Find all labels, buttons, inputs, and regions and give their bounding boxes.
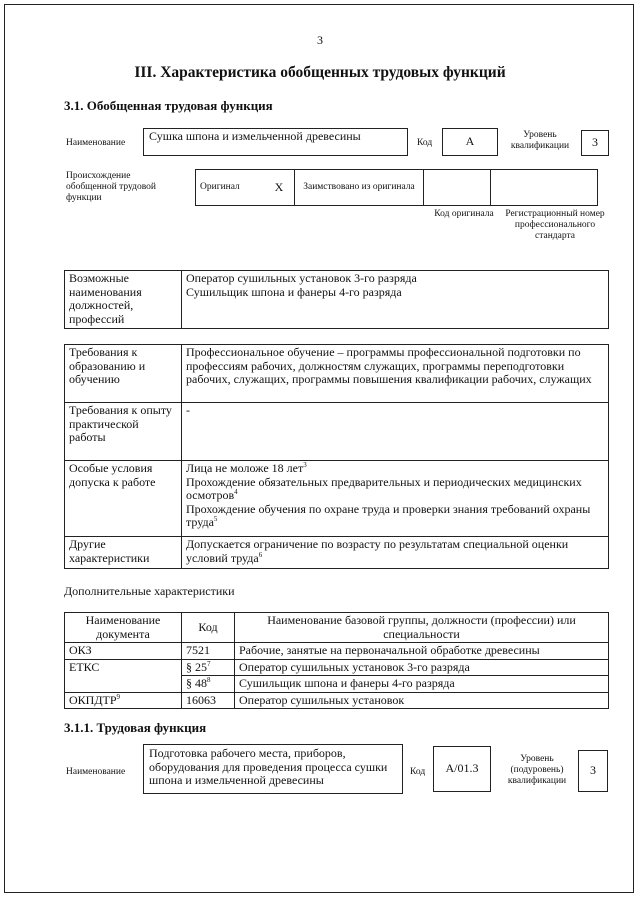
positions-value [182,271,609,329]
code-orig-cell [424,170,491,206]
table-row: ОКПДТР$^9$ 16063 Оператор сушильных установок [65,692,609,709]
other-value: Допускается ограничение по возрасту по результатам специальной оценки условий труда$^6$ [182,537,609,569]
page-number: 3 [317,33,323,47]
position-2: Сушильщик шпона и фанеры 4-го разряда [186,284,402,299]
section-title: III. Характеристика обобщенных трудовых функций [134,64,506,81]
additional-heading: Дополнительные характеристики [64,584,235,598]
tf-level-value: 3 [578,750,608,792]
admission-value [182,461,609,537]
requirements-table [64,344,609,569]
origin-table [195,169,598,206]
table-row: § $48^8$ Сушильщик шпона и фанеры 4-го разряда [65,676,609,693]
table-row: ОКЗ 7521 Рабочие, занятые на первоначальной обработке древесины [65,643,609,660]
col-doc-header: Наименование документа [65,613,182,643]
position-1: Оператор сушильных установок 3-го разряда [186,271,417,285]
reg-num-label: Регистрационный номер профессионального стандарта [505,209,605,241]
borrowed-label: Заимствовано из оригинала [295,170,424,206]
admission-item: Лица не моложе 18 лет$^3$ [186,461,307,475]
tf-level-label: Уровень (подуровень) квалификации [507,754,567,786]
table-row: ЕТКС § $25^7$ Оператор сушильных установок 3-го разряда [65,659,609,676]
other-label: Другие характеристики [65,537,182,569]
education-value: Профессиональное обучение – программы профессиональной подготовки по профессиям рабочих, должностям служащих, программы переподготовки рабочих, служащих, программы повышения квалификации рабочих, служащих [182,345,609,403]
original-label: Оригинал [196,170,265,206]
gtf-code-label: Код [417,138,433,148]
education-label: Требования к образованию и обучению [65,345,182,403]
tf-name-label: Наименование [66,767,126,777]
tf-name-value: Подготовка рабочего места, приборов, оборудования для проведения процесса сушки шпона и измельченной древесины [143,744,403,794]
gtf-code-value: A [442,128,498,156]
col-name-header: Наименование базовой группы, должности (профессии) или специальности [235,613,609,643]
admission-label: Особые условия допуска к работе [65,461,182,537]
gtf-level-label: Уровень квалификации [510,130,570,151]
experience-value: - [182,403,609,461]
gtf-level-value: 3 [581,130,609,156]
gtf-heading: 3.1. Обобщенная трудовая функция [64,98,273,113]
tf-code-label: Код [410,767,426,777]
tf-code-value: A/01.3 [433,746,491,792]
original-mark: X [264,170,295,206]
gtf-name-label: Наименование [66,138,126,148]
gtf-name-value: Сушка шпона и измельченной древесины [143,128,408,156]
admission-item: Прохождение обязательных предварительных и периодических медицинских осмотров$^4$ [186,474,582,502]
positions-label: Возможные наименования должностей, профессий [65,271,182,329]
experience-label: Требования к опыту практической работы [65,403,182,461]
code-orig-label: Код оригинала [434,209,494,219]
col-code-header: Код [182,613,235,643]
admission-item: Прохождение обучения по охране труда и проверки знания требований охраны труда$^5$ [186,501,591,529]
additional-table [64,612,609,709]
reg-num-cell [491,170,598,206]
gtf-origin-label: Происхождение обобщенной трудовой функции [66,171,156,203]
tf-heading: 3.1.1. Трудовая функция [64,720,207,735]
positions-table [64,270,609,329]
